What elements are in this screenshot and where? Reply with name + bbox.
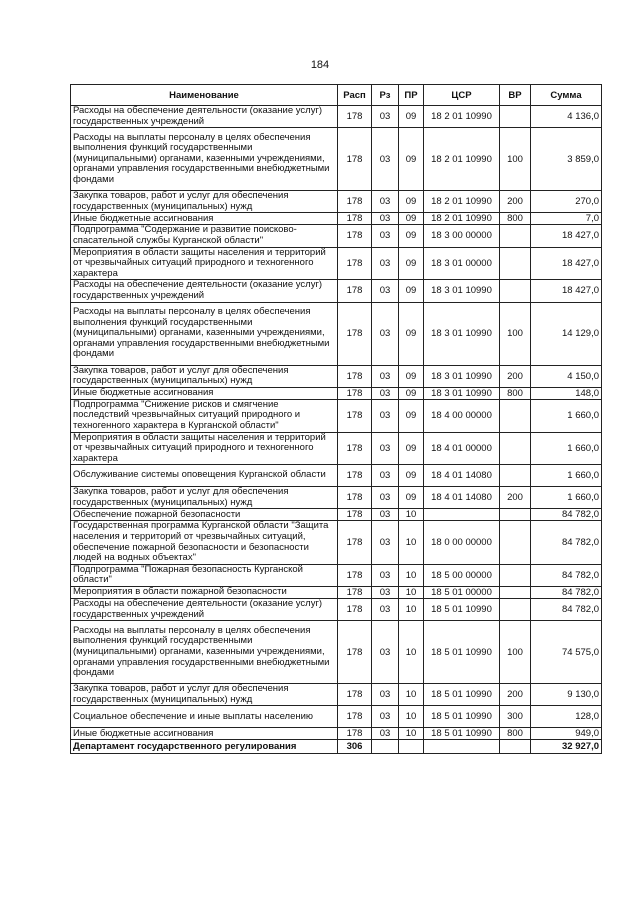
row-vr	[500, 280, 531, 302]
row-sum: 9 130,0	[531, 684, 602, 706]
row-rasp: 178	[338, 106, 372, 128]
row-pr: 09	[399, 106, 424, 128]
table-row	[71, 302, 602, 365]
row-pr: 10	[399, 599, 424, 621]
row-rasp: 178	[338, 399, 372, 432]
row-name: Закупка товаров, работ и услуг для обеспечения государственных (муниципальных) нужд	[71, 365, 338, 387]
row-sum: 1 660,0	[531, 399, 602, 432]
row-vr: 800	[500, 213, 531, 225]
row-rasp: 178	[338, 247, 372, 280]
row-vr	[500, 432, 531, 465]
row-vr	[500, 247, 531, 280]
row-csr: 18 5 01 00000	[424, 587, 500, 599]
header-name: Наименование	[71, 85, 338, 106]
row-sum: 949,0	[531, 728, 602, 740]
row-sum: 84 782,0	[531, 599, 602, 621]
row-sum: 3 859,0	[531, 128, 602, 191]
row-csr: 18 2 01 10990	[424, 128, 500, 191]
row-csr: 18 3 01 10990	[424, 365, 500, 387]
row-vr	[500, 509, 531, 521]
row-vr: 200	[500, 191, 531, 213]
row-rz: 03	[372, 621, 399, 684]
row-vr	[500, 564, 531, 586]
row-rasp: 178	[338, 487, 372, 509]
row-name: Закупка товаров, работ и услуг для обеспечения государственных (муниципальных) нужд	[71, 487, 338, 509]
table-row	[71, 399, 602, 432]
row-pr: 09	[399, 128, 424, 191]
row-pr: 09	[399, 432, 424, 465]
row-pr: 10	[399, 728, 424, 740]
row-rz: 03	[372, 106, 399, 128]
row-sum: 84 782,0	[531, 509, 602, 521]
row-rasp: 178	[338, 521, 372, 564]
row-csr: 18 2 01 10990	[424, 213, 500, 225]
row-pr: 09	[399, 302, 424, 365]
row-pr: 09	[399, 465, 424, 487]
row-csr: 18 4 01 14080	[424, 465, 500, 487]
row-pr: 10	[399, 684, 424, 706]
row-name: Иные бюджетные ассигнования	[71, 213, 338, 225]
row-name: Расходы на выплаты персоналу в целях обеспечения выполнения функций государственными (муниципальными) органами, казенными учреждениями, органами управления государственными внебюджетными фондами	[71, 621, 338, 684]
row-rasp: 178	[338, 128, 372, 191]
row-name: Иные бюджетные ассигнования	[71, 728, 338, 740]
table-row	[71, 365, 602, 387]
row-csr: 18 4 00 00000	[424, 399, 500, 432]
row-name: Подпрограмма "Пожарная безопасность Курганской области"	[71, 564, 338, 586]
row-rz: 03	[372, 521, 399, 564]
row-rasp: 178	[338, 728, 372, 740]
row-sum: 4 150,0	[531, 365, 602, 387]
row-name: Расходы на обеспечение деятельности (оказание услуг) государственных учреждений	[71, 106, 338, 128]
row-csr: 18 4 01 00000	[424, 432, 500, 465]
table-row	[71, 728, 602, 740]
row-rz: 03	[372, 191, 399, 213]
row-pr: 09	[399, 225, 424, 247]
row-rasp: 178	[338, 387, 372, 399]
table-row	[71, 587, 602, 599]
row-pr: 10	[399, 564, 424, 586]
row-sum: 32 927,0	[531, 740, 602, 754]
row-name: Департамент государственного регулирования	[71, 740, 338, 754]
row-name: Мероприятия в области защиты населения и территорий от чрезвычайных ситуаций природного и техногенного характера	[71, 247, 338, 280]
row-rasp: 178	[338, 684, 372, 706]
row-sum: 74 575,0	[531, 621, 602, 684]
row-csr: 18 0 00 00000	[424, 521, 500, 564]
row-name: Мероприятия в области пожарной безопасности	[71, 587, 338, 599]
row-pr: 10	[399, 587, 424, 599]
header-rz: Рз	[372, 85, 399, 106]
table-row	[71, 564, 602, 586]
row-csr: 18 2 01 10990	[424, 191, 500, 213]
row-csr: 18 5 01 10990	[424, 621, 500, 684]
row-rz: 03	[372, 399, 399, 432]
row-pr: 10	[399, 521, 424, 564]
row-sum: 1 660,0	[531, 432, 602, 465]
row-csr: 18 5 01 10990	[424, 599, 500, 621]
row-rz: 03	[372, 465, 399, 487]
row-vr	[500, 399, 531, 432]
table-row	[71, 106, 602, 128]
row-vr	[500, 587, 531, 599]
row-name: Закупка товаров, работ и услуг для обеспечения государственных (муниципальных) нужд	[71, 684, 338, 706]
row-csr	[424, 740, 500, 754]
row-vr	[500, 465, 531, 487]
row-vr	[500, 106, 531, 128]
row-name: Социальное обеспечение и иные выплаты населению	[71, 706, 338, 728]
row-name: Расходы на обеспечение деятельности (оказание услуг) государственных учреждений	[71, 280, 338, 302]
row-rz: 03	[372, 728, 399, 740]
row-csr	[424, 509, 500, 521]
row-vr: 300	[500, 706, 531, 728]
row-rasp: 178	[338, 509, 372, 521]
table-row	[71, 706, 602, 728]
row-sum: 18 427,0	[531, 225, 602, 247]
header-rasp: Расп	[338, 85, 372, 106]
row-rasp: 178	[338, 587, 372, 599]
row-sum: 1 660,0	[531, 465, 602, 487]
row-vr: 800	[500, 728, 531, 740]
row-rasp: 178	[338, 706, 372, 728]
row-csr: 18 5 01 10990	[424, 728, 500, 740]
row-name: Расходы на выплаты персоналу в целях обеспечения выполнения функций государственными (муниципальными) органами, казенными учреждениями, органами управления государственными внебюджетными фондами	[71, 302, 338, 365]
header-sum: Сумма	[531, 85, 602, 106]
table-row	[71, 280, 602, 302]
row-rasp: 178	[338, 564, 372, 586]
row-rasp: 178	[338, 621, 372, 684]
table-row	[71, 740, 602, 754]
row-sum: 7,0	[531, 213, 602, 225]
table-row	[71, 225, 602, 247]
row-rasp: 178	[338, 302, 372, 365]
row-rz: 03	[372, 432, 399, 465]
row-rasp: 178	[338, 465, 372, 487]
row-sum: 128,0	[531, 706, 602, 728]
row-vr	[500, 599, 531, 621]
row-rasp: 178	[338, 432, 372, 465]
row-csr: 18 4 01 14080	[424, 487, 500, 509]
row-pr: 09	[399, 191, 424, 213]
row-sum: 14 129,0	[531, 302, 602, 365]
table-row	[71, 621, 602, 684]
row-pr: 09	[399, 247, 424, 280]
row-pr: 10	[399, 621, 424, 684]
row-vr: 800	[500, 387, 531, 399]
row-vr	[500, 521, 531, 564]
page-number: 184	[310, 59, 330, 71]
row-name: Расходы на обеспечение деятельности (оказание услуг) государственных учреждений	[71, 599, 338, 621]
row-rasp: 178	[338, 599, 372, 621]
row-pr	[399, 740, 424, 754]
row-rz	[372, 740, 399, 754]
table-row	[71, 213, 602, 225]
table-row	[71, 599, 602, 621]
row-sum: 1 660,0	[531, 487, 602, 509]
row-name: Закупка товаров, работ и услуг для обеспечения государственных (муниципальных) нужд	[71, 191, 338, 213]
row-sum: 18 427,0	[531, 280, 602, 302]
row-csr: 18 5 01 10990	[424, 706, 500, 728]
row-rz: 03	[372, 564, 399, 586]
row-vr	[500, 225, 531, 247]
row-sum: 84 782,0	[531, 587, 602, 599]
row-rasp: 178	[338, 225, 372, 247]
header-pr: ПР	[399, 85, 424, 106]
row-sum: 148,0	[531, 387, 602, 399]
table-header-row	[71, 85, 602, 106]
row-rz: 03	[372, 247, 399, 280]
row-rz: 03	[372, 599, 399, 621]
row-sum: 270,0	[531, 191, 602, 213]
row-vr: 200	[500, 684, 531, 706]
row-vr	[500, 740, 531, 754]
row-rz: 03	[372, 280, 399, 302]
row-rz: 03	[372, 225, 399, 247]
row-name: Мероприятия в области защиты населения и территорий от чрезвычайных ситуаций природного и техногенного характера	[71, 432, 338, 465]
row-rz: 03	[372, 128, 399, 191]
row-csr: 18 3 00 00000	[424, 225, 500, 247]
table-row	[71, 387, 602, 399]
row-rz: 03	[372, 684, 399, 706]
row-pr: 09	[399, 399, 424, 432]
row-csr: 18 3 01 00000	[424, 247, 500, 280]
table-row	[71, 432, 602, 465]
row-rz: 03	[372, 302, 399, 365]
row-vr: 200	[500, 365, 531, 387]
row-rz: 03	[372, 509, 399, 521]
table-row	[71, 465, 602, 487]
header-vr: ВР	[500, 85, 531, 106]
row-sum: 84 782,0	[531, 564, 602, 586]
table-row	[71, 509, 602, 521]
row-rz: 03	[372, 487, 399, 509]
row-sum: 84 782,0	[531, 521, 602, 564]
row-rz: 03	[372, 213, 399, 225]
table-row	[71, 247, 602, 280]
row-csr: 18 3 01 10990	[424, 387, 500, 399]
row-sum: 4 136,0	[531, 106, 602, 128]
row-name: Расходы на выплаты персоналу в целях обеспечения выполнения функций государственными (муниципальными) органами, казенными учреждениями, органами управления государственными внебюджетными фондами	[71, 128, 338, 191]
row-name: Обеспечение пожарной безопасности	[71, 509, 338, 521]
table-row	[71, 487, 602, 509]
table-row	[71, 191, 602, 213]
table-row	[71, 521, 602, 564]
row-name: Государственная программа Курганской области "Защита населения и территорий от чрезвычайных ситуаций, обеспечение пожарной безопасности и безопасности людей на водных объектах"	[71, 521, 338, 564]
row-rasp: 178	[338, 280, 372, 302]
budget-table	[70, 84, 602, 754]
row-csr: 18 2 01 10990	[424, 106, 500, 128]
row-vr: 200	[500, 487, 531, 509]
row-vr: 100	[500, 128, 531, 191]
row-rz: 03	[372, 706, 399, 728]
row-pr: 09	[399, 365, 424, 387]
row-rasp: 306	[338, 740, 372, 754]
row-pr: 09	[399, 280, 424, 302]
row-rz: 03	[372, 587, 399, 599]
row-csr: 18 3 01 10990	[424, 302, 500, 365]
row-vr: 100	[500, 621, 531, 684]
row-name: Иные бюджетные ассигнования	[71, 387, 338, 399]
row-pr: 10	[399, 706, 424, 728]
row-pr: 09	[399, 387, 424, 399]
table-row	[71, 128, 602, 191]
row-name: Подпрограмма "Снижение рисков и смягчение последствий чрезвычайных ситуаций природного и техногенного характера в Курганской области"	[71, 399, 338, 432]
row-sum: 18 427,0	[531, 247, 602, 280]
row-pr: 09	[399, 213, 424, 225]
row-rz: 03	[372, 365, 399, 387]
row-rasp: 178	[338, 365, 372, 387]
row-name: Обслуживание системы оповещения Курганской области	[71, 465, 338, 487]
row-csr: 18 5 00 00000	[424, 564, 500, 586]
row-csr: 18 3 01 10990	[424, 280, 500, 302]
row-pr: 09	[399, 487, 424, 509]
row-csr: 18 5 01 10990	[424, 684, 500, 706]
header-csr: ЦСР	[424, 85, 500, 106]
row-name: Подпрограмма "Содержание и развитие поисково-спасательной службы Курганской области"	[71, 225, 338, 247]
row-rasp: 178	[338, 213, 372, 225]
row-vr: 100	[500, 302, 531, 365]
row-rz: 03	[372, 387, 399, 399]
row-pr: 10	[399, 509, 424, 521]
table-row	[71, 684, 602, 706]
row-rasp: 178	[338, 191, 372, 213]
